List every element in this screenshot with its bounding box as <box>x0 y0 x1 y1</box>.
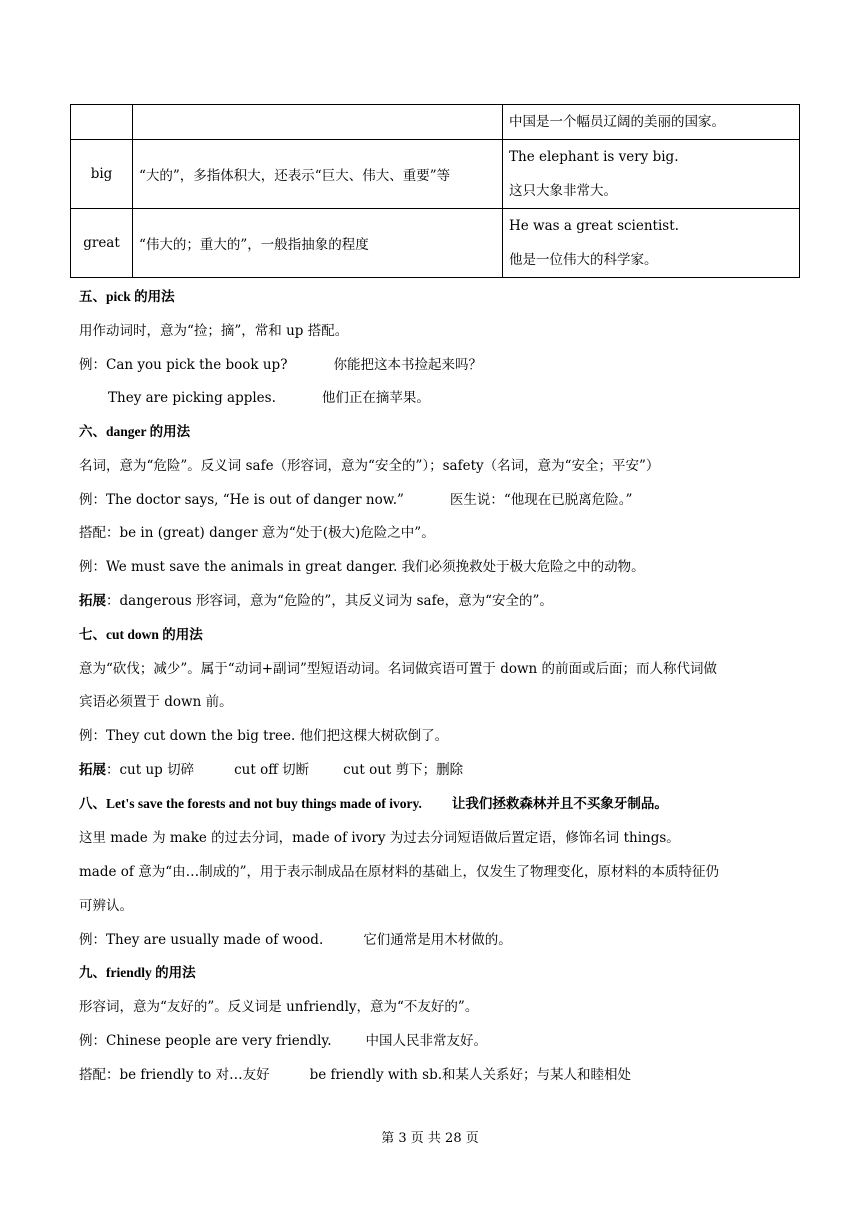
example-zh: 你能把这本书捡起来吗？ <box>333 357 482 373</box>
ivory-note-2-line-1: made of 意为“由…制成的”，用于表示制成品在原材料的基础上，仅发生了物理变化，原材料的本质特征仍 <box>79 864 719 880</box>
example-zh: 它们通常是用木材做的。 <box>363 932 512 948</box>
collocation-item: be friendly with sb.和某人关系好；与某人和睦相处 <box>309 1067 632 1083</box>
example-cell <box>503 209 800 278</box>
meaning-cell: “大的”，多指体积大，还表示“巨大、伟大、重要”等 <box>133 140 503 209</box>
table-row <box>71 105 800 140</box>
danger-example-2: 例：We must save the animals in great danger. 我们必须挽救处于极大危险之中的动物。 <box>79 559 645 575</box>
example-zh: 他们正在摘苹果。 <box>321 390 430 406</box>
danger-example-1 <box>79 488 632 508</box>
example-zh: 医生说：“他现在已脱离危险。” <box>449 492 633 508</box>
cut-down-usage-line-1: 意为“砍伐；减少”。属于“动词+副词”型短语动词。名词做宾语可置于 down 的前面或后面；而人称代词做 <box>79 661 718 677</box>
friendly-usage: 形容词，意为“友好的”。反义词是 unfriendly，意为“不友好的”。 <box>79 999 479 1015</box>
example-zh: 中国人民非常友好。 <box>365 1033 488 1049</box>
extension-item: cut out 剪下；删除 <box>343 762 464 778</box>
section-heading-ivory <box>79 792 668 812</box>
ivory-note-1: 这里 made 为 make 的过去分词，made of ivory 为过去分词短语做后置定语，修饰名词 things。 <box>79 830 680 846</box>
danger-usage: 名词，意为“危险”。反义词 safe（形容词，意为“安全的”）；safety（名词，意为“安全；平安”） <box>79 458 660 474</box>
section-heading-friendly: 九、friendly 的用法 <box>79 965 196 980</box>
ivory-note-2-line-2: 可辨认。 <box>79 898 133 914</box>
example-en: 例：Can you pick the book up? <box>79 357 288 373</box>
extension-item: cut off 切断 <box>234 762 310 778</box>
cut-down-usage-line-2: 宾语必须置于 down 前。 <box>79 694 233 710</box>
meaning-cell: “伟大的；重大的”，一般指抽象的程度 <box>133 209 503 278</box>
pick-example-2 <box>108 386 430 406</box>
table-row <box>71 140 800 209</box>
example-en: 例：The doctor says, “He is out of danger now.” <box>79 492 404 508</box>
section-heading-cut-down: 七、cut down 的用法 <box>79 627 203 642</box>
cut-down-example: 例：They cut down the big tree. 他们把这棵大树砍倒了。 <box>79 728 449 744</box>
example-cell <box>503 105 800 140</box>
example-en: 例：Chinese people are very friendly. <box>79 1033 332 1049</box>
word-cell: great <box>71 209 133 278</box>
example-en: 例：They are usually made of wood. <box>79 932 324 948</box>
pick-example-1 <box>79 353 482 373</box>
extension-label: 拓展 <box>79 593 106 609</box>
example-line: He was a great scientist. <box>509 218 679 234</box>
section-heading-pick: 五、pick 的用法 <box>79 289 175 304</box>
ivory-example <box>79 928 512 948</box>
collocation-item: 搭配：be friendly to 对…友好 <box>79 1067 270 1083</box>
heading-zh: 让我们拯救森林并且不买象牙制品。 <box>451 796 668 811</box>
example-line: 中国是一个幅员辽阔的美丽的国家。 <box>509 114 725 130</box>
danger-extension <box>79 589 553 609</box>
friendly-example <box>79 1029 487 1049</box>
page-footer: 第 3 页 共 28 页 <box>381 1131 479 1146</box>
extension-text: ：dangerous 形容词，意为“危险的”，其反义词为 safe，意为“安全的”。 <box>106 593 553 609</box>
section-heading-danger: 六、danger 的用法 <box>79 424 191 439</box>
cut-down-extension <box>79 758 463 778</box>
pick-usage: 用作动词时，意为“捡；摘”，常和 up 搭配。 <box>79 323 349 339</box>
vocab-table <box>70 104 800 278</box>
heading-en: 八、Let's save the forests and not buy things made of ivory. <box>79 796 422 811</box>
word-cell: big <box>71 140 133 209</box>
example-line: The elephant is very big. <box>509 149 679 165</box>
word-cell <box>71 105 133 140</box>
example-cell <box>503 140 800 209</box>
friendly-collocation <box>79 1063 631 1083</box>
example-line: 这只大象非常大。 <box>509 183 617 199</box>
table-row <box>71 209 800 278</box>
example-en: They are picking apples. <box>108 390 276 406</box>
meaning-cell <box>133 105 503 140</box>
example-line: 他是一位伟大的科学家。 <box>509 252 658 268</box>
extension-label: 拓展 <box>79 762 106 778</box>
danger-collocation: 搭配：be in (great) danger 意为“处于(极大)危险之中”。 <box>79 525 435 541</box>
extension-item: ：cut up 切碎 <box>106 762 195 778</box>
